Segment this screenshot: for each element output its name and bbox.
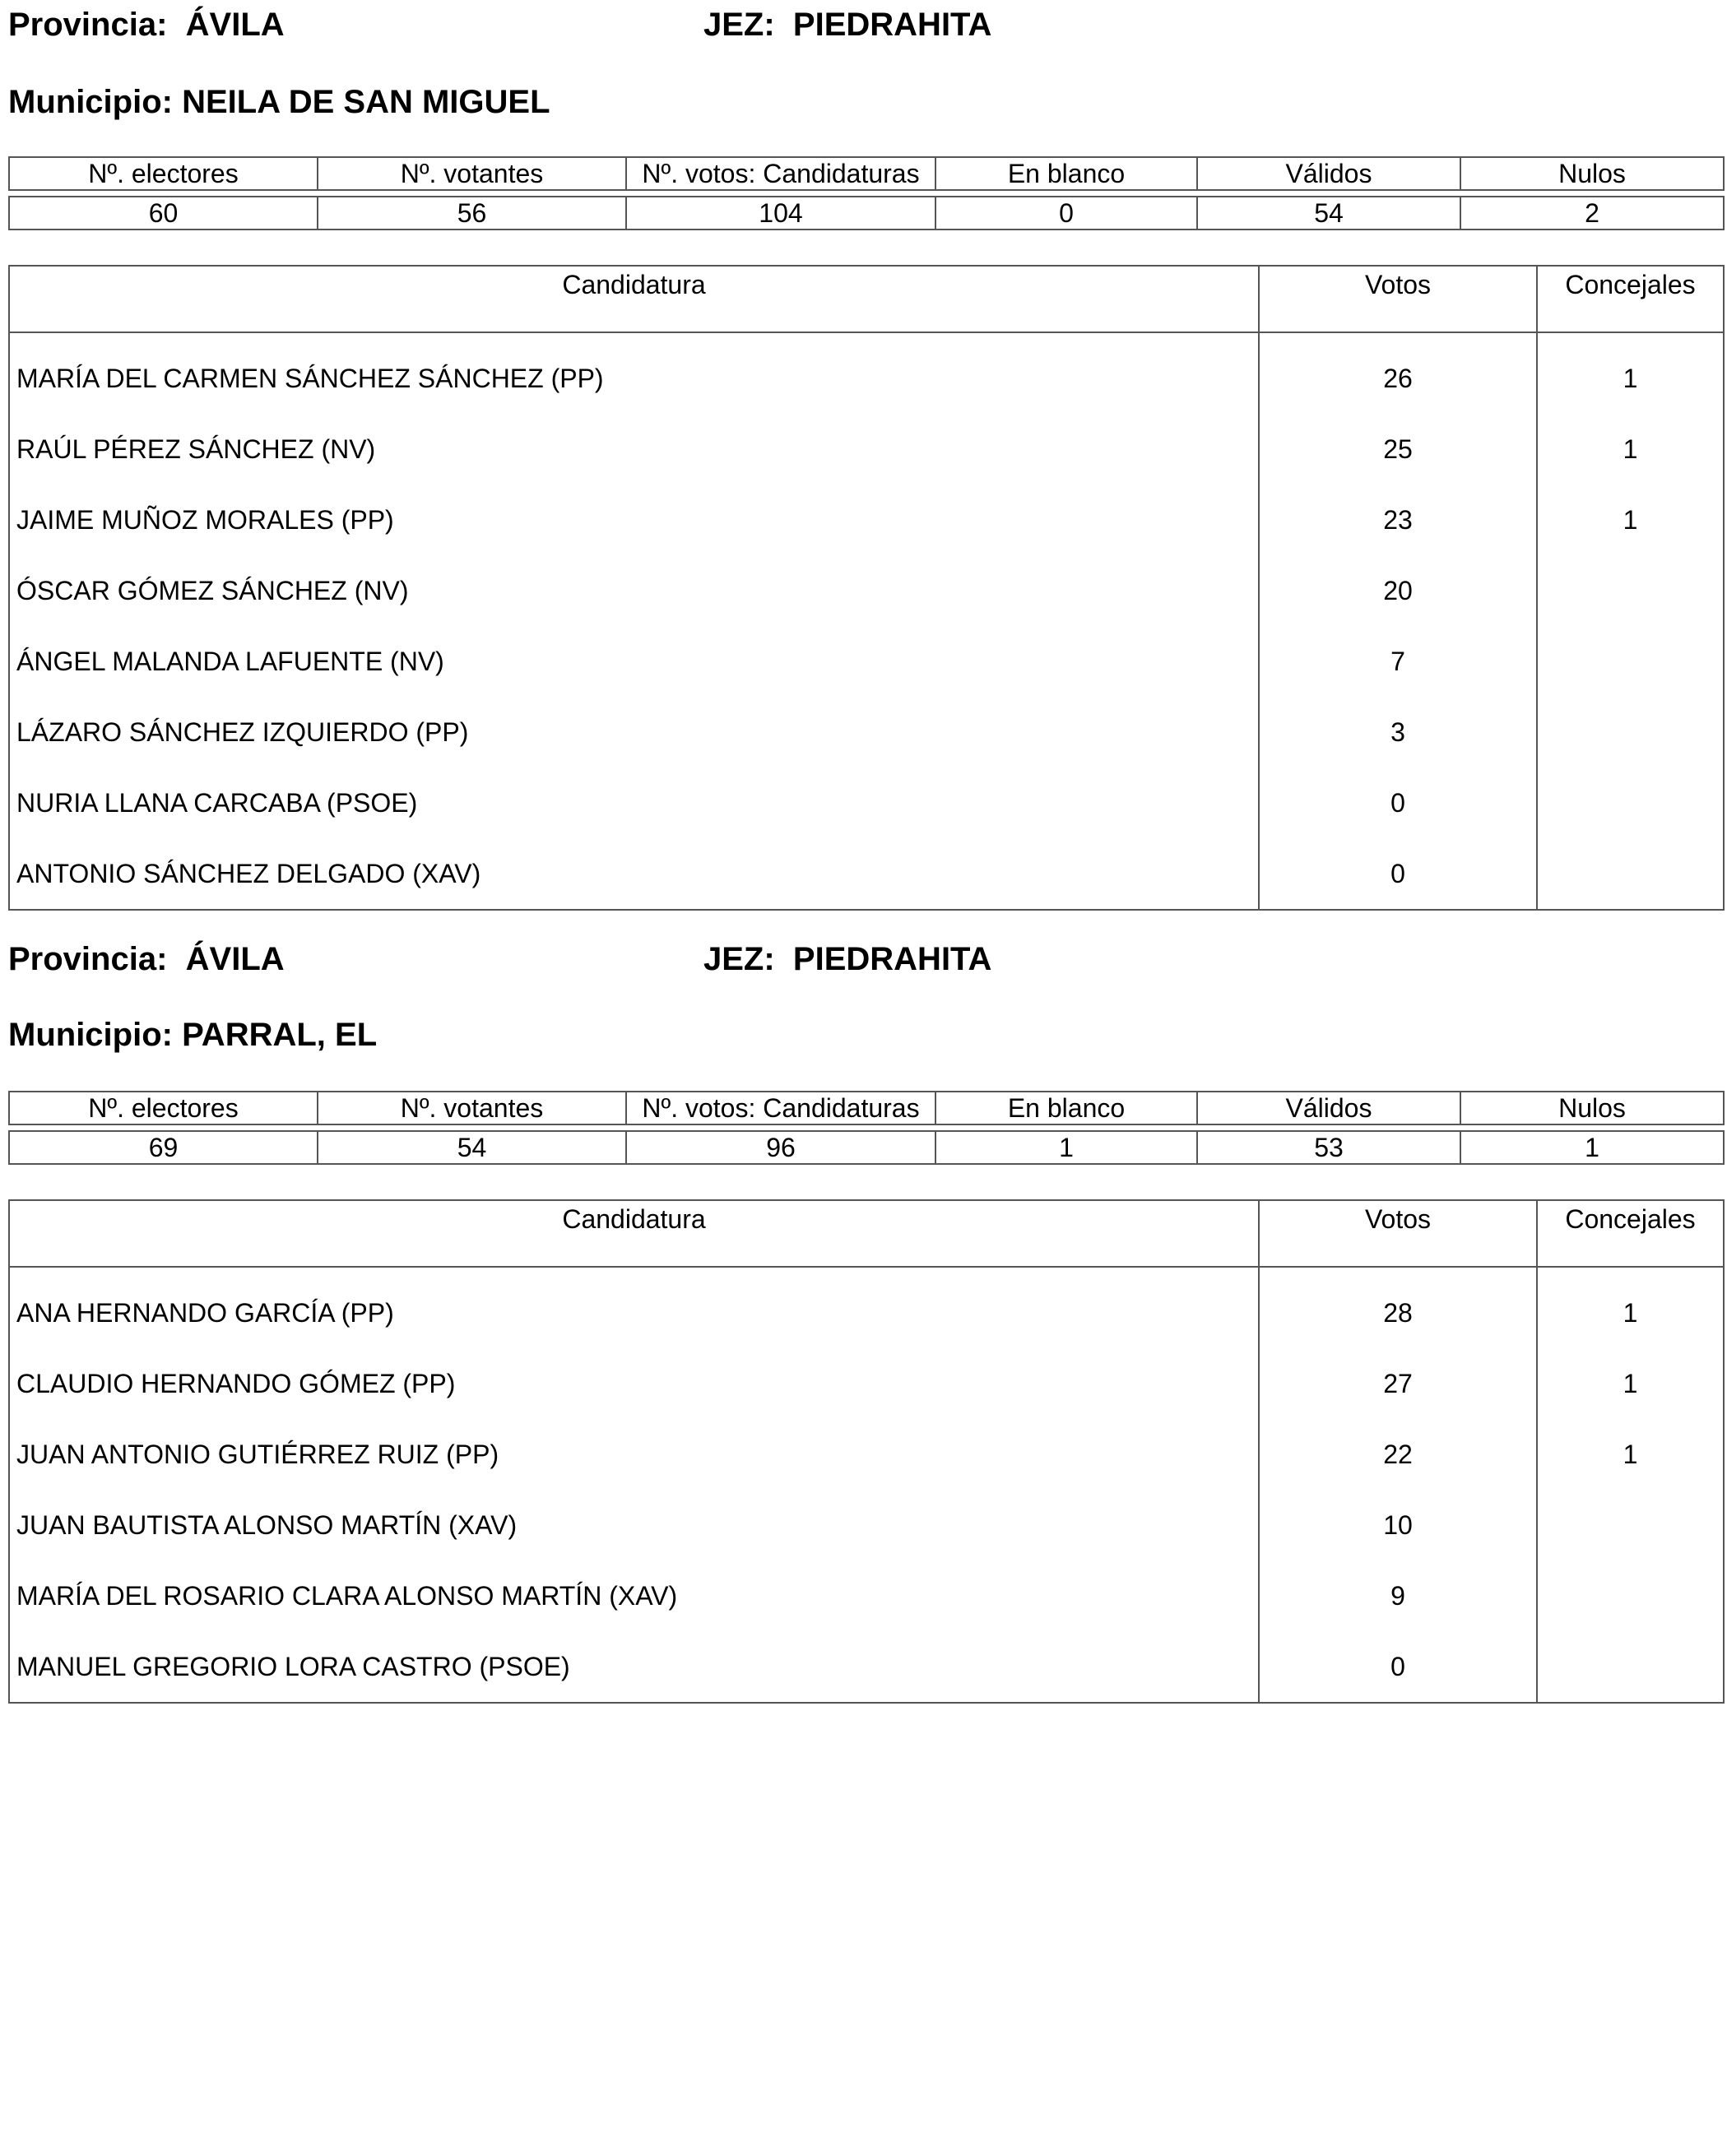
summary-value-votos-candidaturas: 104 bbox=[626, 197, 935, 230]
summary-value-nulos: 2 bbox=[1460, 197, 1724, 230]
candidate-votos: 7 bbox=[1259, 626, 1537, 697]
candidate-concejales bbox=[1537, 767, 1724, 838]
summary-value-votos-candidaturas: 96 bbox=[626, 1131, 935, 1164]
summary-header-row bbox=[9, 157, 1724, 190]
candidate-votos: 28 bbox=[1259, 1267, 1537, 1348]
municipio-label: Municipio: bbox=[8, 84, 173, 120]
candidate-votos: 22 bbox=[1259, 1419, 1537, 1490]
summary-table bbox=[8, 1091, 1725, 1165]
summary-header-nulos: Nulos bbox=[1460, 1092, 1724, 1124]
table-row bbox=[9, 1267, 1724, 1348]
provincia-line bbox=[8, 5, 992, 44]
provincia-label: Provincia: bbox=[8, 941, 168, 977]
candidate-concejales: 1 bbox=[1537, 332, 1724, 414]
summary-value-row bbox=[9, 197, 1724, 230]
jez-block bbox=[703, 5, 991, 44]
summary-value-electores: 69 bbox=[9, 1131, 318, 1164]
candidate-votos: 27 bbox=[1259, 1348, 1537, 1419]
candidate-concejales bbox=[1537, 1560, 1724, 1631]
table-row bbox=[9, 626, 1724, 697]
provincia-label: Provincia: bbox=[8, 7, 168, 43]
municipio-value: PARRAL, EL bbox=[182, 1017, 378, 1053]
table-row bbox=[9, 1419, 1724, 1490]
header-concejales: Concejales bbox=[1537, 1200, 1724, 1267]
summary-value-votantes: 56 bbox=[318, 197, 626, 230]
summary-value-en-blanco: 1 bbox=[935, 1131, 1197, 1164]
header-candidatura: Candidatura bbox=[9, 1200, 1259, 1267]
summary-value-electores: 60 bbox=[9, 197, 318, 230]
jez-value: PIEDRAHITA bbox=[792, 7, 992, 43]
table-row bbox=[9, 767, 1724, 838]
candidates-table bbox=[8, 1199, 1725, 1704]
municipio-value: NEILA DE SAN MIGUEL bbox=[182, 84, 550, 120]
jez-label: JEZ: bbox=[703, 941, 775, 977]
jez-value: PIEDRAHITA bbox=[792, 941, 992, 977]
candidate-votos: 0 bbox=[1259, 838, 1537, 910]
jez-label: JEZ: bbox=[703, 7, 775, 43]
candidate-name: JUAN BAUTISTA ALONSO MARTÍN (XAV) bbox=[9, 1490, 1259, 1560]
summary-header-electores: Nº. electores bbox=[9, 1092, 318, 1124]
municipio-line bbox=[8, 82, 550, 122]
table-row bbox=[9, 555, 1724, 626]
summary-header-nulos: Nulos bbox=[1460, 157, 1724, 190]
summary-header-en-blanco: En blanco bbox=[935, 1092, 1197, 1124]
provincia-value: ÁVILA bbox=[185, 7, 285, 43]
candidate-concejales: 1 bbox=[1537, 1419, 1724, 1490]
candidate-votos: 20 bbox=[1259, 555, 1537, 626]
candidate-votos: 0 bbox=[1259, 1631, 1537, 1703]
summary-value-votantes: 54 bbox=[318, 1131, 626, 1164]
summary-header-votos-candidaturas: Nº. votos: Candidaturas bbox=[626, 157, 935, 190]
candidate-name: ÓSCAR GÓMEZ SÁNCHEZ (NV) bbox=[9, 555, 1259, 626]
table-row bbox=[9, 1631, 1724, 1703]
summary-value-row bbox=[9, 1131, 1724, 1164]
candidate-name: LÁZARO SÁNCHEZ IZQUIERDO (PP) bbox=[9, 697, 1259, 767]
provincia-value: ÁVILA bbox=[185, 941, 285, 977]
municipio-label: Municipio: bbox=[8, 1017, 173, 1053]
table-row bbox=[9, 697, 1724, 767]
candidate-name: JUAN ANTONIO GUTIÉRREZ RUIZ (PP) bbox=[9, 1419, 1259, 1490]
candidate-concejales: 1 bbox=[1537, 414, 1724, 485]
summary-gap bbox=[9, 190, 1724, 197]
candidate-votos: 25 bbox=[1259, 414, 1537, 485]
header-concejales: Concejales bbox=[1537, 266, 1724, 332]
candidate-votos: 26 bbox=[1259, 332, 1537, 414]
summary-value-nulos: 1 bbox=[1460, 1131, 1724, 1164]
provincia-line bbox=[8, 939, 992, 979]
candidate-concejales bbox=[1537, 626, 1724, 697]
table-row bbox=[9, 485, 1724, 555]
candidate-name: MARÍA DEL ROSARIO CLARA ALONSO MARTÍN (XAV) bbox=[9, 1560, 1259, 1631]
candidate-concejales bbox=[1537, 555, 1724, 626]
municipio-line bbox=[8, 1015, 377, 1055]
summary-value-validos: 54 bbox=[1197, 197, 1460, 230]
candidates-header-row bbox=[9, 266, 1724, 332]
candidates-header-row bbox=[9, 1200, 1724, 1267]
summary-header-votantes: Nº. votantes bbox=[318, 157, 626, 190]
summary-gap bbox=[9, 1124, 1724, 1131]
candidate-concejales: 1 bbox=[1537, 485, 1724, 555]
summary-header-validos: Válidos bbox=[1197, 157, 1460, 190]
summary-header-votantes: Nº. votantes bbox=[318, 1092, 626, 1124]
candidate-votos: 10 bbox=[1259, 1490, 1537, 1560]
candidate-name: ÁNGEL MALANDA LAFUENTE (NV) bbox=[9, 626, 1259, 697]
summary-value-en-blanco: 0 bbox=[935, 197, 1197, 230]
candidate-name: RAÚL PÉREZ SÁNCHEZ (NV) bbox=[9, 414, 1259, 485]
candidate-name: MARÍA DEL CARMEN SÁNCHEZ SÁNCHEZ (PP) bbox=[9, 332, 1259, 414]
candidate-concejales bbox=[1537, 838, 1724, 910]
candidate-concejales: 1 bbox=[1537, 1267, 1724, 1348]
summary-header-validos: Válidos bbox=[1197, 1092, 1460, 1124]
candidate-votos: 23 bbox=[1259, 485, 1537, 555]
summary-header-row bbox=[9, 1092, 1724, 1124]
jez-block bbox=[703, 939, 991, 979]
summary-header-votos-candidaturas: Nº. votos: Candidaturas bbox=[626, 1092, 935, 1124]
candidate-votos: 9 bbox=[1259, 1560, 1537, 1631]
table-row bbox=[9, 1560, 1724, 1631]
header-candidatura: Candidatura bbox=[9, 266, 1259, 332]
header-votos: Votos bbox=[1259, 266, 1537, 332]
candidate-name: JAIME MUÑOZ MORALES (PP) bbox=[9, 485, 1259, 555]
summary-table bbox=[8, 156, 1725, 230]
summary-value-validos: 53 bbox=[1197, 1131, 1460, 1164]
summary-header-en-blanco: En blanco bbox=[935, 157, 1197, 190]
candidate-name: NURIA LLANA CARCABA (PSOE) bbox=[9, 767, 1259, 838]
table-row bbox=[9, 1490, 1724, 1560]
table-row bbox=[9, 414, 1724, 485]
candidate-concejales bbox=[1537, 1490, 1724, 1560]
candidate-votos: 3 bbox=[1259, 697, 1537, 767]
candidate-concejales bbox=[1537, 697, 1724, 767]
candidate-name: MANUEL GREGORIO LORA CASTRO (PSOE) bbox=[9, 1631, 1259, 1703]
candidate-name: CLAUDIO HERNANDO GÓMEZ (PP) bbox=[9, 1348, 1259, 1419]
summary-header-electores: Nº. electores bbox=[9, 157, 318, 190]
candidate-concejales: 1 bbox=[1537, 1348, 1724, 1419]
table-row bbox=[9, 1348, 1724, 1419]
candidate-votos: 0 bbox=[1259, 767, 1537, 838]
table-row bbox=[9, 332, 1724, 414]
candidate-concejales bbox=[1537, 1631, 1724, 1703]
candidate-name: ANTONIO SÁNCHEZ DELGADO (XAV) bbox=[9, 838, 1259, 910]
candidate-name: ANA HERNANDO GARCÍA (PP) bbox=[9, 1267, 1259, 1348]
candidates-table bbox=[8, 265, 1725, 911]
table-row bbox=[9, 838, 1724, 910]
header-votos: Votos bbox=[1259, 1200, 1537, 1267]
